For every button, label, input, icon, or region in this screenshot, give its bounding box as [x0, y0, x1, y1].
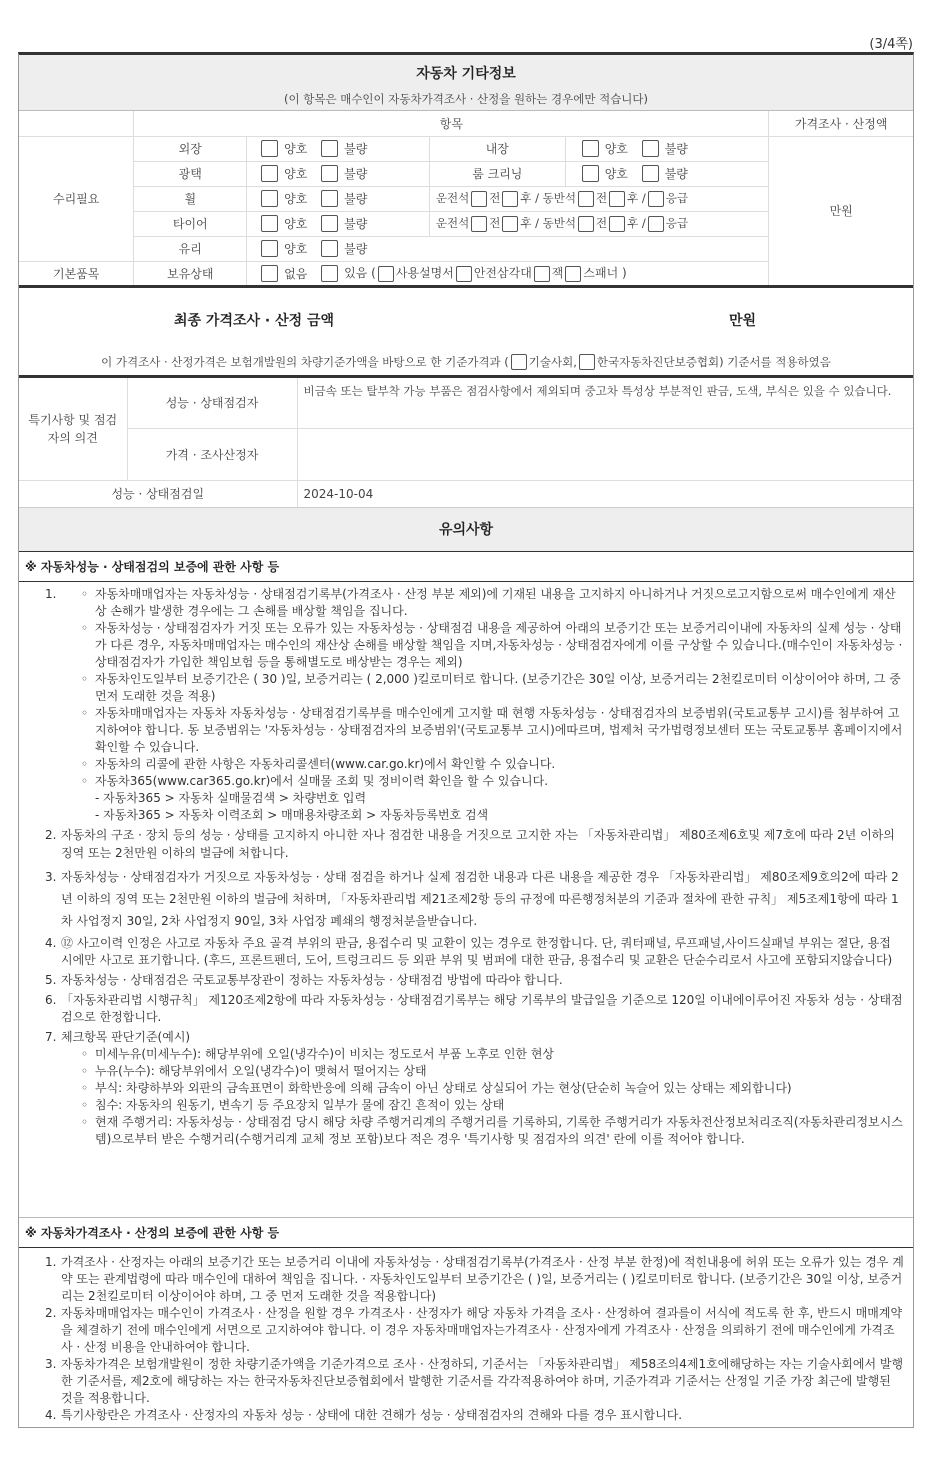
opinion-label: 특기사항 및 점검자의 의견 — [28, 412, 118, 445]
sec1-title: ※ 자동차성능 · 상태점검의 보증에 관한 사항 등 — [19, 552, 913, 582]
list-item: 5. 자동차성능 · 상태점검은 국토교통부장관이 정하는 자동차성능 · 상태점검 방법에 따라야 합니다. — [45, 972, 563, 987]
row-wheel-label: 휠 — [134, 186, 247, 211]
list-item: 7. 체크항목 판단기준(예시) ◦ 미세누유(미세누수): 해당부위에 오일(냉각수)이 비치는 정도로서 부품 노후로 인한 현상 ◦ 누유(누수): 해당부위에서 오일(냉각수)이 맺혀서 떨어지는 상태 ◦ 부식: 차량하부와 외판의 금속표면이 화학반응에 의해 금속이 아닌 상태로 상실되어 가는 현상(단순히 녹슬어 있는 상태는 제외합니다) ◦ 침수: 자동차의 원동기, 변속기 등 주요장치 일부가 물에 잠긴 흔적이 있는 상태 ◦ 현재 주행거리: 자동차성능 · 상태점검 당시 해당 차량 주행거리계의 주행거리를 기록하되, 기록한 주행거리가 자동차전산정보처리조직(자동차관리정보시스템)으로부터 받은 수행거리(수행거리계 교체 정보 포함)보다 적은 경우 '특기사항 및 점검자의 의견' 란에 이를 적어야 합니다. — [19, 1029, 905, 1148]
row-interior-label: 내장 — [429, 136, 565, 161]
tire-driver-front-checkbox[interactable] — [471, 216, 487, 232]
inspection-date-label: 성능 · 상태점검일 — [19, 481, 297, 507]
inspection-date-value: 2024-10-04 — [297, 481, 913, 507]
pricer-label: 가격 · 조사산정자 — [127, 429, 297, 481]
tire-passenger-front-checkbox[interactable] — [578, 216, 594, 232]
wheel-emergency-checkbox[interactable] — [648, 191, 664, 207]
wheel-good-checkbox[interactable] — [261, 190, 278, 207]
list-item: 1. ◦ 자동차매매업자는 자동차성능 · 상태점검기록부(가격조사 · 산정 부분 제외)에 기재된 내용을 고지하지 아니하거나 거짓으로고지함으로써 매수인에게 재산상 손해가 발생한 경우에는 그 손해를 배상할 책임을 집니다. ◦ 자동차성능 · 상태점검자가 거짓 또는 오류가 있는 자동차성능 · 상태점검 내용을 제공하여 아래의 보증기간 또는 보증거리이내에 자동차의 실제 성능 · 상태가 다른 경우, 자동차매매업자는 매수인의 재산상 손해를 배상할 책임을 지며,자동차성능 · 상태점검자에게 이를 구상할 수 있습니다.(매수인이 자동차성능 · 상태점검자가 가입한 책임보험 등을 통해별도로 배상받는 경우는 제외) ◦ 자동차인도일부터 보증기간은 ( 30 )일, 보증거리는 ( 2,000 )킬로미터로 합니다. (보증기간은 30일 이상, 보증거리는 2천킬로미터 이상이어야 하며, 그 중 먼저 도래한 것을 적용) ◦ 자동차매매업자는 자동차 자동차성능 · 상태점검기록부를 매수인에게 고지할 때 현행 자동차성능 · 상태점검자의 보증범위(국토교통부 고시)를 첨부하여 고지하여야 합니다. 동 보증범위는 '자동차성능 · 상태점검자의 보증범위'(국토교통부 고시)에따르며, 법제처 국가법령정보센터 또는 국토교통부 홈페이지에서 확인할 수 있습니다. ◦ 자동차의 리콜에 관한 사항은 자동차리콜센터(www.car.go.kr)에서 확인할 수 있습니다. ◦ 자동차365(www.car365.go.kr)에서 실매물 조회 및 정비이력 확인을 할 수 있습니다. - 자동차365 > 자동차 실매물검색 > 차량번호 입력 - 자동차365 > 자동차 이력조회 > 매매용차량조회 > 자동차등록번호 검색 — [19, 586, 905, 824]
opinion-table — [19, 378, 913, 507]
list-item: 2. 자동차매매업자는 매수인이 가격조사 · 산정을 원할 경우 가격조사 · 산정자가 해당 자동차 가격을 조사 · 산정하여 결과를이 서식에 적도록 한 후, 반드시 매매계약을 체결하기 전에 매수인에게 서면으로 고지하여야 합니다. 이 경우 자동차매매업자는가격조사 · 산정자에게 가격조사 · 산정을 의뢰하기 전에 매수인에게 가격조사 · 산정 비용을 안내하여야 합니다. — [45, 1305, 903, 1354]
row-room-cleaning-label: 룸 크리닝 — [429, 161, 565, 186]
section-subtitle: (이 항목은 매수인이 자동차가격조사 · 산정을 원하는 경우에만 적습니다) — [283, 92, 649, 106]
tire-passenger-rear-checkbox[interactable] — [609, 216, 625, 232]
tire-emergency-checkbox[interactable] — [648, 216, 664, 232]
exterior-bad-checkbox[interactable] — [321, 140, 338, 157]
sec2-list — [19, 1248, 913, 1424]
row-glass-label: 유리 — [134, 236, 247, 261]
group-basic-label: 기본품목 — [19, 261, 134, 286]
gloss-good-checkbox[interactable] — [261, 165, 278, 182]
glass-bad-checkbox[interactable] — [321, 240, 338, 257]
owned-none-checkbox[interactable] — [261, 265, 278, 282]
owned-spanner-checkbox[interactable] — [565, 266, 581, 282]
inspector-label: 성능 · 상태점검자 — [127, 378, 297, 429]
interior-good-checkbox[interactable] — [582, 140, 599, 157]
glass-good-checkbox[interactable] — [261, 240, 278, 257]
owned-manual-checkbox[interactable] — [378, 266, 394, 282]
interior-bad-checkbox[interactable] — [642, 140, 659, 157]
list-item: 1. 가격조사 · 산정자는 아래의 보증기간 또는 보증거리 이내에 자동차성능 · 상태점검기록부(가격조사 · 산정 부분 한정)에 적힌내용에 허위 또는 오류가 있는 경우 계약 또는 관계법령에 따라 매수인에 대하여 책임을 집니다. · 자동차인도일부터 보증기간은 ( )일, 보증거리는 ( )킬로미터로 합니다. (보증기간은 30일 이상, 보증거리는 2천킬로미터 이상이어야 하며, 그 중 먼저 도래한 것을 적용합니다) — [45, 1254, 904, 1303]
list-item: 4. ⑫ 사고이력 인정은 사고로 자동차 주요 골격 부위의 판금, 용접수리 및 교환이 있는 경우로 한정합니다. 단, 쿼터패널, 루프패널,사이드실패널 부위는 절단, 용접 시에만 사고로 표기합니다. (후드, 프론트펜더, 도어, 트렁크리드 등 외판 부위 및 범퍼에 대한 판금, 용접수리 및 교환은 단순수리로서 사고에 포함되지않습니다) — [45, 935, 893, 967]
price-header: 가격조사 · 산정액 — [769, 111, 913, 136]
item-table: 항목 가격조사 · 산정액 수리필요 외장 양호 불량 내장 양호 불량 만원 광택 양호 불량 룸 크리닝 양호 불량 휠 양호 불량 운전석 전 후 / 동반석 전 후 / 응급 타이어 양호 불량 운전석 전 후 / 동반석 전 후 / 응급 유리 양호 불량 기본품목 보유상태 없음 있음 ( 사용설명서 안전삼각대 잭 스패너 ) — [19, 111, 913, 288]
notes-title: 유의사항 — [19, 507, 913, 552]
pricer-opinion[interactable] — [297, 429, 913, 481]
room-bad-checkbox[interactable] — [642, 165, 659, 182]
exterior-good-checkbox[interactable] — [261, 140, 278, 157]
wheel-driver-rear-checkbox[interactable] — [502, 191, 518, 207]
owned-have-checkbox[interactable] — [321, 265, 338, 282]
owned-triangle-checkbox[interactable] — [456, 266, 472, 282]
list-item: 3. 자동차가격은 보험개발원이 정한 차량기준가액을 기준가격으로 조사 · 산정하되, 기준서는 「자동차관리법」 제58조의4제1호에해당하는 자는 기술사회에서 발행한 기준서를, 제2호에 해당하는 자는 한국자동차진단보증협회에서 발행한 기준서를 각각적용하여야 하며, 기준가격과 기준서는 산정일 기준 가장 최근에 발행된 것을 적용합니다. — [45, 1356, 904, 1405]
list-item: 2. 자동차의 구조 · 장치 등의 성능 · 상태를 고지하지 아니한 자나 점검한 내용을 거짓으로 고지한 자는 「자동차관리법」 제80조제6호및 제7호에 따라 2년 이하의 징역 또는 2천만원 이하의 벌금에 처합니다. — [45, 827, 895, 860]
price-unit-cell: 만원 — [769, 136, 913, 286]
wheel-driver-front-checkbox[interactable] — [471, 191, 487, 207]
tire-bad-checkbox[interactable] — [321, 215, 338, 232]
tech-society-checkbox[interactable] — [511, 354, 527, 370]
kadsa-checkbox[interactable] — [579, 354, 595, 370]
inspector-opinion: 비금속 또는 탈부착 가능 부품은 점검사항에서 제외되며 중고차 특성상 부분적인 판금, 도색, 부식은 있을 수 있습니다. — [297, 378, 913, 429]
group-repair-label: 수리필요 — [19, 136, 134, 261]
item-header: 항목 — [134, 111, 769, 136]
sec2-title: ※ 자동차가격조사 · 산정의 보증에 관한 사항 등 — [19, 1217, 913, 1248]
list-item: 6. 「자동차관리법 시행규칙」 제120조제2항에 따라 자동차성능 · 상태점검기록부는 해당 기록부의 발급일을 기준으로 120일 이내에이루어진 자동차 성능 · 상태점검으로 한정합니다. — [45, 992, 903, 1024]
final-price-unit: 만원 — [729, 312, 757, 329]
tire-driver-rear-checkbox[interactable] — [502, 216, 518, 232]
wheel-passenger-rear-checkbox[interactable] — [609, 191, 625, 207]
owned-jack-checkbox[interactable] — [534, 266, 550, 282]
section-title: 자동차 기타정보 — [416, 66, 516, 82]
wheel-bad-checkbox[interactable] — [321, 190, 338, 207]
list-item: 4. 특기사항란은 가격조사 · 산정자의 자동차 성능 · 상태에 대한 견해가 성능 · 상태점검자의 견해와 다를 경우 표시합니다. — [45, 1407, 683, 1422]
page-number: (3/4쪽) — [869, 37, 913, 52]
list-item: 3. 자동차성능 · 상태점검자가 거짓으로 자동차성능 · 상태 점검을 하거나 실제 점검한 내용과 다른 내용을 제공한 경우 「자동차관리법」 제80조제9호의2에 따라 2년 이하의 징역 또는 2천만원 이하의 벌금에 처하며, 「자동차관리법 제21조제2항 등의 규정에 따른행정처분의 기준과 절차에 관한 규칙」 제5조제1항에 따라 1차 사업정지 30일, 2차 사업정지 90일, 3차 사업장 폐쇄의 행정처분을받습니다. — [45, 869, 899, 928]
sec1-list — [19, 582, 913, 1217]
tire-good-checkbox[interactable] — [261, 215, 278, 232]
row-owned-label: 보유상태 — [134, 261, 247, 286]
final-price-title: 최종 가격조사 · 산정 금액 — [174, 312, 335, 329]
section-header — [19, 55, 913, 111]
row-exterior-label: 외장 — [134, 136, 247, 161]
row-tire-label: 타이어 — [134, 211, 247, 236]
form-frame — [18, 52, 914, 1428]
room-good-checkbox[interactable] — [582, 165, 599, 182]
row-gloss-label: 광택 — [134, 161, 247, 186]
gloss-bad-checkbox[interactable] — [321, 165, 338, 182]
final-price-block — [19, 288, 913, 378]
wheel-passenger-front-checkbox[interactable] — [578, 191, 594, 207]
final-price-note: 이 가격조사 · 산정가격은 보험개발원의 차량기준가액을 바탕으로 한 기준가격과 ( 기술사회, 한국자동차진단보증협회) 기준서를 적용하였음 — [101, 354, 831, 369]
